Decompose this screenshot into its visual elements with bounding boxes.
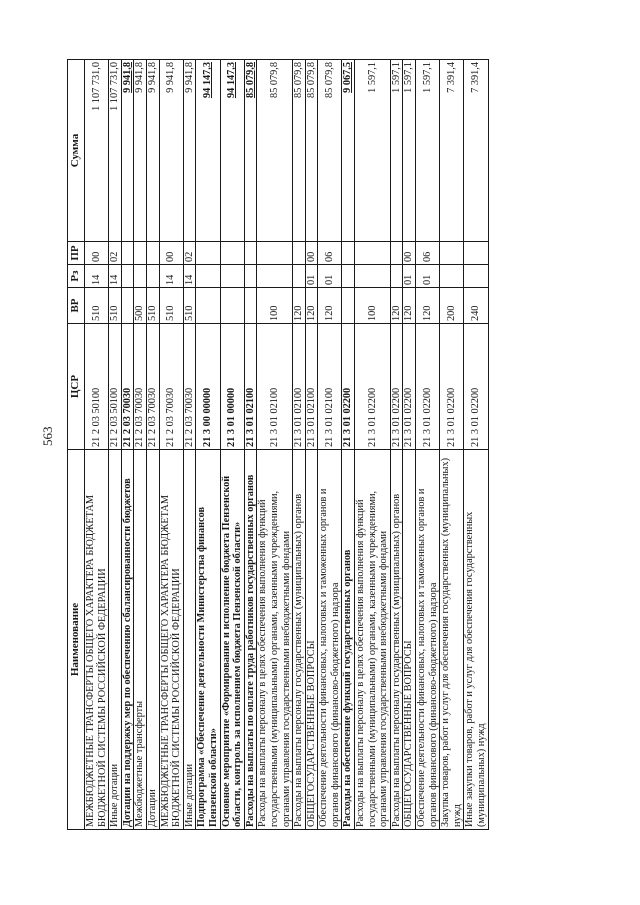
cell-rz <box>464 265 488 288</box>
table-header <box>68 60 85 830</box>
cell-csr: 21 3 01 02200 <box>403 324 416 450</box>
cell-csr: 21 3 01 02200 <box>355 324 391 450</box>
cell-rz <box>121 265 134 288</box>
cell-pr <box>121 242 134 265</box>
cell-pr <box>257 242 293 265</box>
cell-pr: 00 <box>85 242 109 265</box>
cell-name: ОБЩЕГОСУДАРСТВЕННЫЕ ВОПРОСЫ <box>305 450 318 830</box>
cell-vr: 120 <box>416 288 440 324</box>
cell-pr: 06 <box>416 242 440 265</box>
cell-name: МЕЖБЮДЖЕТНЫЕ ТРАНСФЕРТЫ ОБЩЕГО ХАРАКТЕРА БЮДЖЕТАМ БЮДЖЕТНОЙ СИСТЕМЫ РОССИЙСКОЙ ФЕДЕРАЦИИ <box>85 450 109 830</box>
cell-name: Расходы на выплаты персоналу в целях обеспечения выполнения функций государственными (муниципальными) органами, казенными учреждениями, органами управления государственными внебюджетными фондами <box>257 450 293 830</box>
cell-csr: 21 2 03 70030 <box>121 324 134 450</box>
page-number: 563 <box>40 426 55 446</box>
cell-name: Закупка товаров, работ и услуг для обеспечения государственных (муниципальных) нужд <box>440 450 464 830</box>
cell-pr: 00 <box>403 242 416 265</box>
cell-sum: 9 067,5 <box>342 60 355 242</box>
table-row <box>416 60 440 830</box>
cell-csr: 21 3 01 02100 <box>244 324 257 450</box>
table-row <box>342 60 355 830</box>
cell-vr: 120 <box>390 288 403 324</box>
cell-csr: 21 3 01 02100 <box>257 324 293 450</box>
cell-csr: 21 3 01 02200 <box>390 324 403 450</box>
table-row <box>85 60 109 830</box>
cell-rz <box>146 265 159 288</box>
cell-csr: 21 2 03 50100 <box>109 324 122 450</box>
cell-pr <box>134 242 147 265</box>
table-row <box>305 60 318 830</box>
table-row <box>121 60 134 830</box>
cell-sum: 9 941,8 <box>121 60 134 242</box>
budget-table <box>67 59 489 830</box>
table-row <box>355 60 391 830</box>
cell-name: ОБЩЕГОСУДАРСТВЕННЫЕ ВОПРОСЫ <box>403 450 416 830</box>
table-row <box>220 60 244 830</box>
cell-sum: 1 597,1 <box>416 60 440 242</box>
cell-vr <box>342 288 355 324</box>
cell-rz: 14 <box>85 265 109 288</box>
table-row <box>183 60 196 830</box>
cell-csr: 21 3 01 02200 <box>464 324 488 450</box>
cell-vr: 120 <box>403 288 416 324</box>
cell-sum: 94 147,3 <box>220 60 244 242</box>
cell-name: Расходы на выплаты персоналу государственных (муниципальных) органов <box>293 450 306 830</box>
cell-pr <box>244 242 257 265</box>
table-row <box>196 60 220 830</box>
cell-name: Иные дотации <box>183 450 196 830</box>
cell-name: Иные дотации <box>109 450 122 830</box>
cell-name: Расходы на выплаты персоналу в целях обеспечения выполнения функций государственными (муниципальными) органами, казенными учреждениями, органами управления государственными внебюджетными фондами <box>355 450 391 830</box>
cell-rz: 01 <box>403 265 416 288</box>
cell-sum: 9 941,8 <box>183 60 196 242</box>
header-vr: ВР <box>68 288 85 324</box>
cell-rz: 14 <box>183 265 196 288</box>
cell-sum: 1 597,1 <box>403 60 416 242</box>
cell-sum: 9 941,8 <box>134 60 147 242</box>
cell-csr: 21 2 03 70030 <box>134 324 147 450</box>
cell-name: Дотации <box>146 450 159 830</box>
cell-sum: 85 079,8 <box>257 60 293 242</box>
cell-rz <box>244 265 257 288</box>
table-row <box>440 60 464 830</box>
table-row <box>318 60 342 830</box>
cell-vr <box>121 288 134 324</box>
cell-vr: 120 <box>318 288 342 324</box>
cell-csr: 21 2 03 50100 <box>85 324 109 450</box>
cell-vr: 100 <box>355 288 391 324</box>
cell-vr: 120 <box>305 288 318 324</box>
cell-vr: 510 <box>183 288 196 324</box>
header-sum: Сумма <box>68 60 85 242</box>
header-csr: ЦСР <box>68 324 85 450</box>
cell-pr <box>464 242 488 265</box>
table-row <box>293 60 306 830</box>
cell-csr: 21 3 01 02200 <box>440 324 464 450</box>
cell-name: Основное мероприятие «Формирование и исполнение бюджета Пензенской области, контроль за исполнением бюджета Пензенской области» <box>220 450 244 830</box>
cell-pr <box>293 242 306 265</box>
cell-name: Иные закупки товаров, работ и услуг для обеспечения государственных (муниципальных) нужд <box>464 450 488 830</box>
cell-name: Дотации на поддержку мер по обеспечению сбалансированности бюджетов <box>121 450 134 830</box>
cell-rz: 01 <box>416 265 440 288</box>
cell-name: Обеспечение деятельности финансовых, налоговых и таможенных органов и органов финансового (финансово-бюджетного) надзора <box>318 450 342 830</box>
cell-name: МЕЖБЮДЖЕТНЫЕ ТРАНСФЕРТЫ ОБЩЕГО ХАРАКТЕРА БЮДЖЕТАМ БЮДЖЕТНОЙ СИСТЕМЫ РОССИЙСКОЙ ФЕДЕРАЦИИ <box>159 450 183 830</box>
cell-vr: 510 <box>146 288 159 324</box>
cell-vr: 510 <box>159 288 183 324</box>
cell-vr: 510 <box>109 288 122 324</box>
cell-pr <box>440 242 464 265</box>
cell-sum: 85 079,8 <box>318 60 342 242</box>
cell-sum: 1 597,1 <box>355 60 391 242</box>
cell-name: Расходы на обеспечение функций государственных органов <box>342 450 355 830</box>
table-row <box>244 60 257 830</box>
cell-rz: 01 <box>318 265 342 288</box>
cell-vr: 100 <box>257 288 293 324</box>
cell-vr: 510 <box>85 288 109 324</box>
cell-sum: 9 941,8 <box>146 60 159 242</box>
cell-csr: 21 2 03 70030 <box>159 324 183 450</box>
cell-sum: 7 391,4 <box>440 60 464 242</box>
cell-rz <box>390 265 403 288</box>
cell-csr: 21 3 01 02100 <box>305 324 318 450</box>
cell-rz <box>257 265 293 288</box>
cell-rz <box>440 265 464 288</box>
cell-vr: 240 <box>464 288 488 324</box>
cell-sum: 85 079,8 <box>244 60 257 242</box>
cell-sum: 7 391,4 <box>464 60 488 242</box>
table-row <box>159 60 183 830</box>
cell-pr: 02 <box>109 242 122 265</box>
cell-sum: 85 079,8 <box>293 60 306 242</box>
cell-name: Расходы на выплаты персоналу государственных (муниципальных) органов <box>390 450 403 830</box>
cell-sum: 1 597,1 <box>390 60 403 242</box>
cell-pr: 00 <box>159 242 183 265</box>
header-name: Наименование <box>68 450 85 830</box>
cell-csr: 21 3 00 00000 <box>196 324 220 450</box>
table-row <box>257 60 293 830</box>
cell-pr <box>390 242 403 265</box>
cell-pr <box>146 242 159 265</box>
cell-vr <box>196 288 220 324</box>
cell-sum: 1 107 731,0 <box>85 60 109 242</box>
cell-csr: 21 3 01 02100 <box>318 324 342 450</box>
cell-rz <box>134 265 147 288</box>
cell-csr: 21 3 01 00000 <box>220 324 244 450</box>
cell-name: Обеспечение деятельности финансовых, налоговых и таможенных органов и органов финансового (финансово-бюджетного) надзора <box>416 450 440 830</box>
header-rz: Рз <box>68 265 85 288</box>
cell-csr: 21 3 01 02200 <box>342 324 355 450</box>
cell-pr <box>342 242 355 265</box>
cell-vr <box>244 288 257 324</box>
cell-rz <box>342 265 355 288</box>
cell-vr: 200 <box>440 288 464 324</box>
cell-name: Межбюджетные трансферты <box>134 450 147 830</box>
cell-rz <box>196 265 220 288</box>
table-row <box>390 60 403 830</box>
cell-vr: 120 <box>293 288 306 324</box>
cell-csr: 21 3 01 02200 <box>416 324 440 450</box>
cell-pr: 06 <box>318 242 342 265</box>
cell-rz: 14 <box>109 265 122 288</box>
cell-rz: 14 <box>159 265 183 288</box>
table-row <box>146 60 159 830</box>
header-pr: ПР <box>68 242 85 265</box>
cell-vr: 500 <box>134 288 147 324</box>
table-body <box>85 60 489 830</box>
cell-rz <box>220 265 244 288</box>
cell-pr <box>196 242 220 265</box>
cell-csr: 21 3 01 02100 <box>293 324 306 450</box>
cell-name: Расходы на выплаты по оплате труда работников государственных органов <box>244 450 257 830</box>
cell-pr <box>355 242 391 265</box>
cell-pr: 02 <box>183 242 196 265</box>
cell-name: Подпрограмма «Обеспечение деятельности Министерства финансов Пензенской области» <box>196 450 220 830</box>
cell-rz: 01 <box>305 265 318 288</box>
cell-pr: 00 <box>305 242 318 265</box>
cell-sum: 9 941,8 <box>159 60 183 242</box>
cell-vr <box>220 288 244 324</box>
cell-rz <box>355 265 391 288</box>
table-row <box>403 60 416 830</box>
cell-pr <box>220 242 244 265</box>
cell-csr: 21 2 03 70030 <box>146 324 159 450</box>
header-row <box>68 60 85 830</box>
cell-csr: 21 2 03 70030 <box>183 324 196 450</box>
table-row <box>134 60 147 830</box>
table-row <box>464 60 488 830</box>
table-row <box>109 60 122 830</box>
cell-rz <box>293 265 306 288</box>
cell-sum: 1 107 731,0 <box>109 60 122 242</box>
rotated-page-content <box>67 60 597 830</box>
cell-sum: 85 079,8 <box>305 60 318 242</box>
cell-sum: 94 147,3 <box>196 60 220 242</box>
